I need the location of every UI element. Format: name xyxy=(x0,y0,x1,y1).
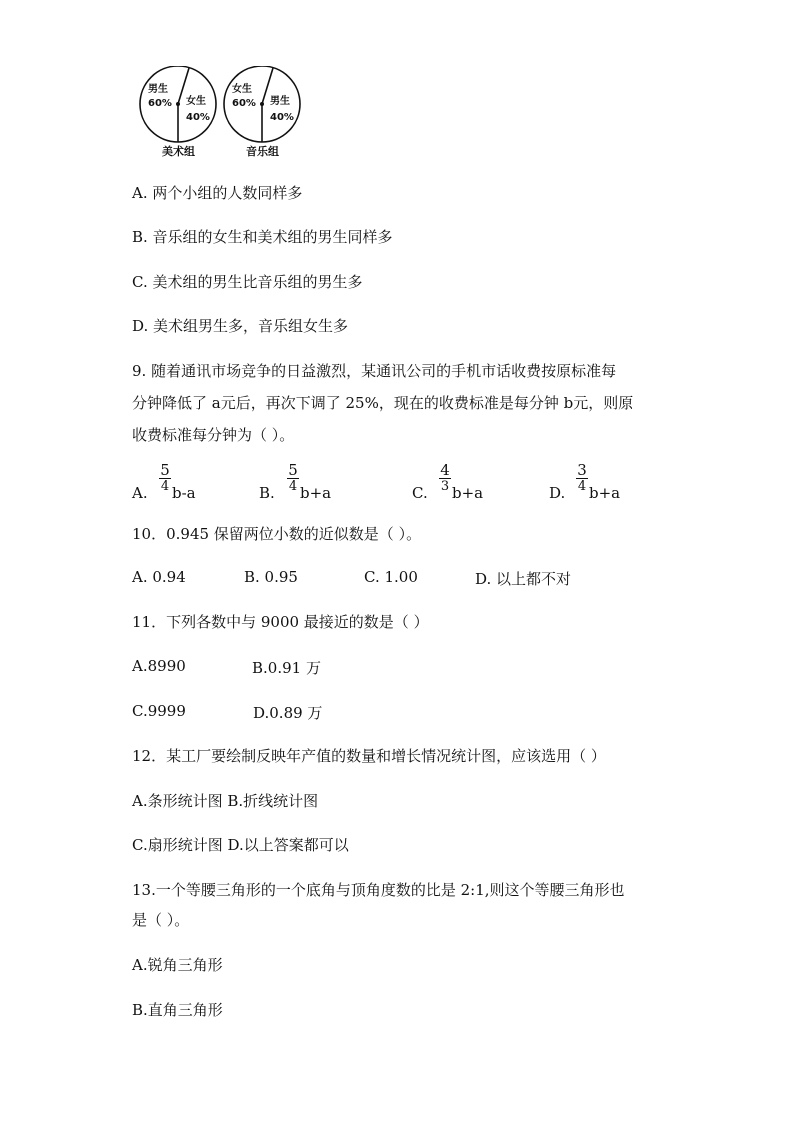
q8-option-c[interactable]: C. 美术组的男生比音乐组的男生多 xyxy=(132,273,363,291)
q11-stem: 11．下列各数中与 9000 最接近的数是（ ） xyxy=(132,613,429,631)
q9-stem-line-1: 9. 随着通讯市场竞争的日益激烈，某通讯公司的手机市话收费按原标准每 xyxy=(132,362,617,380)
q9-stem-line-3: 收费标准每分钟为（ ）。 xyxy=(132,426,295,444)
q9-option-c-expr: b+a xyxy=(452,484,484,502)
pie-music-right-label: 男生 xyxy=(270,96,290,107)
q8-option-a[interactable]: A. 两个小组的人数同样多 xyxy=(132,184,303,202)
q9-option-b-numerator: 5 xyxy=(288,461,298,479)
q9-option-b-expr: b+a xyxy=(300,484,332,502)
pie-chart-music-group xyxy=(220,66,306,158)
q9-option-b-letter: B. xyxy=(259,484,275,502)
q9-option-a-denominator: 4 xyxy=(160,479,170,494)
q11-option-a[interactable]: A.8990 xyxy=(132,657,186,675)
q9-option-d-expr: b+a xyxy=(589,484,621,502)
q9-option-d-fraction xyxy=(576,462,588,495)
pie-art-right-pct: 40% xyxy=(186,112,210,123)
q9-option-c-fraction xyxy=(439,462,451,495)
pie-music-caption: 音乐组 xyxy=(246,145,279,158)
q9-option-c-letter: C. xyxy=(412,484,428,502)
q8-option-b[interactable]: B. 音乐组的女生和美术组的男生同样多 xyxy=(132,228,393,246)
q12-options-row-1[interactable]: A.条形统计图 B.折线统计图 xyxy=(132,792,319,810)
q13-stem-line-2: 是（ ）。 xyxy=(132,911,190,929)
pie-music-right-pct: 40% xyxy=(270,112,294,123)
q9-option-b-fraction xyxy=(287,462,299,495)
q13-stem-line-1: 13.一个等腰三角形的一个底角与顶角度数的比是 2:1,则这个等腰三角形也 xyxy=(132,881,625,899)
q11-option-d[interactable]: D.0.89 万 xyxy=(253,704,323,722)
q11-option-c[interactable]: C.9999 xyxy=(132,702,186,720)
q9-option-c-numerator: 4 xyxy=(440,461,450,479)
q9-stem-line-2: 分钟降低了 a元后，再次下调了 25%，现在的收费标准是每分钟 b元，则原 xyxy=(132,394,634,412)
q9-option-a-numerator: 5 xyxy=(160,461,170,479)
q12-options-row-2[interactable]: C.扇形统计图 D.以上答案都可以 xyxy=(132,836,349,854)
q8-option-d[interactable]: D. 美术组男生多，音乐组女生多 xyxy=(132,317,349,335)
pie-art-left-label: 男生 xyxy=(148,84,168,95)
q13-option-a[interactable]: A.锐角三角形 xyxy=(132,956,223,974)
q9-option-a-fraction xyxy=(159,462,171,495)
pie-art-left-pct: 60% xyxy=(148,98,172,109)
q10-stem: 10．0.945 保留两位小数的近似数是（ ）。 xyxy=(132,525,422,543)
pie-art-caption: 美术组 xyxy=(162,145,195,158)
pie-art-right-label: 女生 xyxy=(186,96,206,107)
q9-option-b-denominator: 4 xyxy=(288,479,298,494)
q9-option-d-letter: D. xyxy=(549,484,566,502)
q13-option-b[interactable]: B.直角三角形 xyxy=(132,1001,223,1019)
q11-option-b[interactable]: B.0.91 万 xyxy=(252,659,321,677)
q9-option-c-denominator: 3 xyxy=(440,479,450,494)
pie-music-left-pct: 60% xyxy=(232,98,256,109)
pie-music-left-label: 女生 xyxy=(232,84,252,95)
q9-option-d-denominator: 4 xyxy=(577,479,587,494)
pie-chart-art-group xyxy=(136,66,222,158)
q10-option-b[interactable]: B. 0.95 xyxy=(244,568,298,586)
q9-option-a-letter: A. xyxy=(132,484,148,502)
q10-option-d[interactable]: D. 以上都不对 xyxy=(475,570,572,588)
q9-option-a-expr: b-a xyxy=(172,484,196,502)
q12-stem: 12．某工厂要绘制反映年产值的数量和增长情况统计图，应该选用（ ） xyxy=(132,747,606,765)
q10-option-c[interactable]: C. 1.00 xyxy=(364,568,418,586)
q10-option-a[interactable]: A. 0.94 xyxy=(132,568,186,586)
q9-option-d-numerator: 3 xyxy=(577,461,587,479)
